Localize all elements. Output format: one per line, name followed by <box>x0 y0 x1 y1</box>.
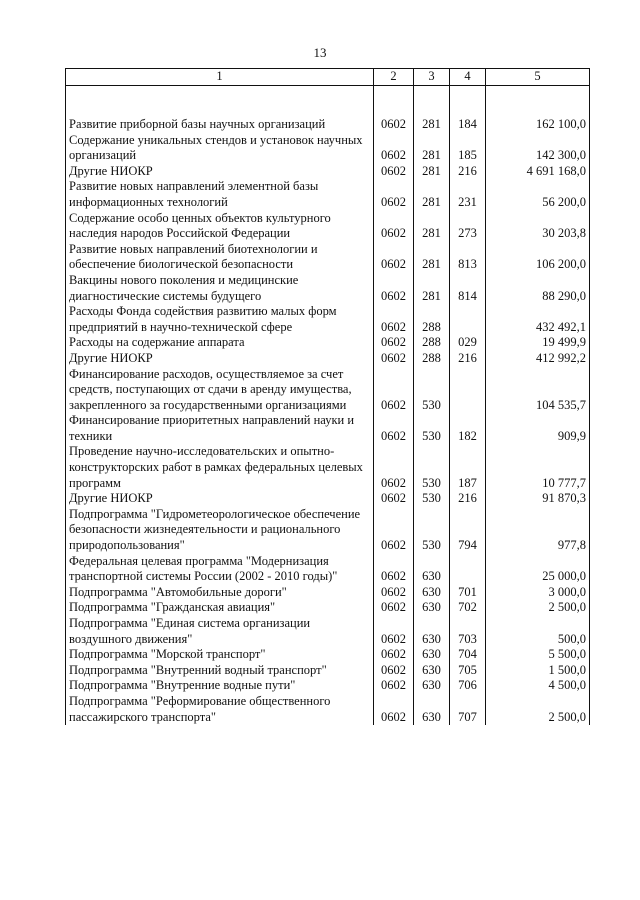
section-code: 0602 <box>374 117 414 133</box>
table-row <box>66 304 590 335</box>
amount: 91 870,3 <box>486 491 590 507</box>
amount: 5 500,0 <box>486 647 590 663</box>
table-row <box>66 179 590 210</box>
section-code: 0602 <box>374 335 414 351</box>
expense-type-code: 231 <box>450 179 486 210</box>
item-name: Содержание особо ценных объектов культурного наследия народов Российской Федерации <box>66 211 374 242</box>
target-item-code: 281 <box>414 133 450 164</box>
item-name: Другие НИОКР <box>66 351 374 367</box>
expense-type-code: 187 <box>450 444 486 491</box>
expense-type-code <box>450 304 486 335</box>
amount: 977,8 <box>486 507 590 554</box>
amount: 3 000,0 <box>486 585 590 601</box>
table-row <box>66 554 590 585</box>
table-row <box>66 211 590 242</box>
table-row <box>66 413 590 444</box>
section-code: 0602 <box>374 367 414 414</box>
table-row <box>66 600 590 616</box>
target-item-code: 530 <box>414 491 450 507</box>
item-name: Расходы Фонда содействия развитию малых форм предприятий в научно-технической сфере <box>66 304 374 335</box>
table-body <box>66 86 590 726</box>
item-name: Подпрограмма "Внутренние водные пути" <box>66 678 374 694</box>
expense-type-code: 273 <box>450 211 486 242</box>
amount: 4 500,0 <box>486 678 590 694</box>
col-header-amount: 5 <box>486 69 590 86</box>
table-row <box>66 585 590 601</box>
item-name: Федеральная целевая программа "Модернизация транспортной системы России (2002 - 2010 годы)" <box>66 554 374 585</box>
section-code: 0602 <box>374 133 414 164</box>
section-code: 0602 <box>374 694 414 725</box>
amount: 1 500,0 <box>486 663 590 679</box>
expense-type-code: 702 <box>450 600 486 616</box>
table-row <box>66 242 590 273</box>
col-header-name: 1 <box>66 69 374 86</box>
section-code: 0602 <box>374 273 414 304</box>
section-code: 0602 <box>374 211 414 242</box>
section-code: 0602 <box>374 647 414 663</box>
item-name: Подпрограмма "Гидрометеорологическое обеспечение безопасности жизнедеятельности и рационального природопользования" <box>66 507 374 554</box>
expense-type-code <box>450 367 486 414</box>
expense-type-code: 185 <box>450 133 486 164</box>
amount: 56 200,0 <box>486 179 590 210</box>
target-item-code: 630 <box>414 616 450 647</box>
target-item-code: 281 <box>414 211 450 242</box>
section-code: 0602 <box>374 678 414 694</box>
table-row <box>66 491 590 507</box>
amount: 2 500,0 <box>486 694 590 725</box>
target-item-code: 281 <box>414 117 450 133</box>
target-item-code: 530 <box>414 413 450 444</box>
section-code: 0602 <box>374 600 414 616</box>
table-row <box>66 647 590 663</box>
target-item-code: 630 <box>414 585 450 601</box>
item-name: Подпрограмма "Автомобильные дороги" <box>66 585 374 601</box>
section-code: 0602 <box>374 616 414 647</box>
expense-type-code: 029 <box>450 335 486 351</box>
table-row <box>66 678 590 694</box>
expense-type-code <box>450 554 486 585</box>
target-item-code: 630 <box>414 554 450 585</box>
amount: 106 200,0 <box>486 242 590 273</box>
item-name: Подпрограмма "Внутренний водный транспорт" <box>66 663 374 679</box>
target-item-code: 288 <box>414 335 450 351</box>
amount: 4 691 168,0 <box>486 164 590 180</box>
expense-type-code: 706 <box>450 678 486 694</box>
expense-type-code: 704 <box>450 647 486 663</box>
col-header-expense-type: 4 <box>450 69 486 86</box>
table-row <box>66 616 590 647</box>
target-item-code: 630 <box>414 663 450 679</box>
amount: 10 777,7 <box>486 444 590 491</box>
table-row <box>66 351 590 367</box>
section-code: 0602 <box>374 304 414 335</box>
expense-type-code: 216 <box>450 351 486 367</box>
amount: 19 499,9 <box>486 335 590 351</box>
page-number: 13 <box>313 45 327 60</box>
section-code: 0602 <box>374 242 414 273</box>
section-code: 0602 <box>374 507 414 554</box>
item-name: Подпрограмма "Реформирование общественного пассажирского транспорта" <box>66 694 374 725</box>
table-row <box>66 117 590 133</box>
table-row <box>66 444 590 491</box>
budget-table <box>65 68 590 725</box>
section-code: 0602 <box>374 444 414 491</box>
target-item-code: 530 <box>414 507 450 554</box>
expense-type-code: 813 <box>450 242 486 273</box>
amount: 432 492,1 <box>486 304 590 335</box>
target-item-code: 630 <box>414 678 450 694</box>
table-row <box>66 335 590 351</box>
amount: 162 100,0 <box>486 117 590 133</box>
item-name: Развитие приборной базы научных организаций <box>66 117 374 133</box>
col-header-target-item: 3 <box>414 69 450 86</box>
amount: 500,0 <box>486 616 590 647</box>
section-code: 0602 <box>374 554 414 585</box>
section-code: 0602 <box>374 413 414 444</box>
expense-type-code: 814 <box>450 273 486 304</box>
amount: 104 535,7 <box>486 367 590 414</box>
expense-type-code: 216 <box>450 164 486 180</box>
expense-type-code: 216 <box>450 491 486 507</box>
item-name: Развитие новых направлений элементной базы информационных технологий <box>66 179 374 210</box>
section-code: 0602 <box>374 663 414 679</box>
table-row <box>66 367 590 414</box>
item-name: Финансирование расходов, осуществляемое за счет средств, поступающих от сдачи в аренду имущества, закрепленного за государственными организациями <box>66 367 374 414</box>
expense-type-code: 703 <box>450 616 486 647</box>
item-name: Содержание уникальных стендов и установок научных организаций <box>66 133 374 164</box>
expense-type-code: 794 <box>450 507 486 554</box>
amount: 30 203,8 <box>486 211 590 242</box>
item-name: Подпрограмма "Гражданская авиация" <box>66 600 374 616</box>
item-name: Расходы на содержание аппарата <box>66 335 374 351</box>
expense-type-code: 184 <box>450 117 486 133</box>
amount: 2 500,0 <box>486 600 590 616</box>
target-item-code: 530 <box>414 444 450 491</box>
item-name: Другие НИОКР <box>66 164 374 180</box>
item-name: Подпрограмма "Единая система организации воздушного движения" <box>66 616 374 647</box>
section-code: 0602 <box>374 585 414 601</box>
item-name: Вакцины нового поколения и медицинские диагностические системы будущего <box>66 273 374 304</box>
table-row <box>66 273 590 304</box>
header-row <box>66 69 590 86</box>
table-row <box>66 133 590 164</box>
target-item-code: 630 <box>414 694 450 725</box>
table-row <box>66 694 590 725</box>
target-item-code: 630 <box>414 600 450 616</box>
spacer-row <box>66 86 590 118</box>
amount: 142 300,0 <box>486 133 590 164</box>
expense-type-code: 707 <box>450 694 486 725</box>
item-name: Развитие новых направлений биотехнологии и обеспечение биологической безопасности <box>66 242 374 273</box>
col-header-section: 2 <box>374 69 414 86</box>
expense-type-code: 705 <box>450 663 486 679</box>
section-code: 0602 <box>374 351 414 367</box>
table-row <box>66 164 590 180</box>
target-item-code: 288 <box>414 304 450 335</box>
expense-type-code: 182 <box>450 413 486 444</box>
target-item-code: 530 <box>414 367 450 414</box>
section-code: 0602 <box>374 491 414 507</box>
item-name: Проведение научно-исследовательских и опытно-конструкторских работ в рамках федеральных целевых программ <box>66 444 374 491</box>
target-item-code: 281 <box>414 273 450 304</box>
section-code: 0602 <box>374 164 414 180</box>
target-item-code: 281 <box>414 179 450 210</box>
item-name: Другие НИОКР <box>66 491 374 507</box>
item-name: Подпрограмма "Морской транспорт" <box>66 647 374 663</box>
target-item-code: 281 <box>414 164 450 180</box>
table-row <box>66 663 590 679</box>
amount: 909,9 <box>486 413 590 444</box>
amount: 25 000,0 <box>486 554 590 585</box>
amount: 412 992,2 <box>486 351 590 367</box>
target-item-code: 288 <box>414 351 450 367</box>
amount: 88 290,0 <box>486 273 590 304</box>
target-item-code: 630 <box>414 647 450 663</box>
section-code: 0602 <box>374 179 414 210</box>
target-item-code: 281 <box>414 242 450 273</box>
table-row <box>66 507 590 554</box>
item-name: Финансирование приоритетных направлений науки и техники <box>66 413 374 444</box>
expense-type-code: 701 <box>450 585 486 601</box>
